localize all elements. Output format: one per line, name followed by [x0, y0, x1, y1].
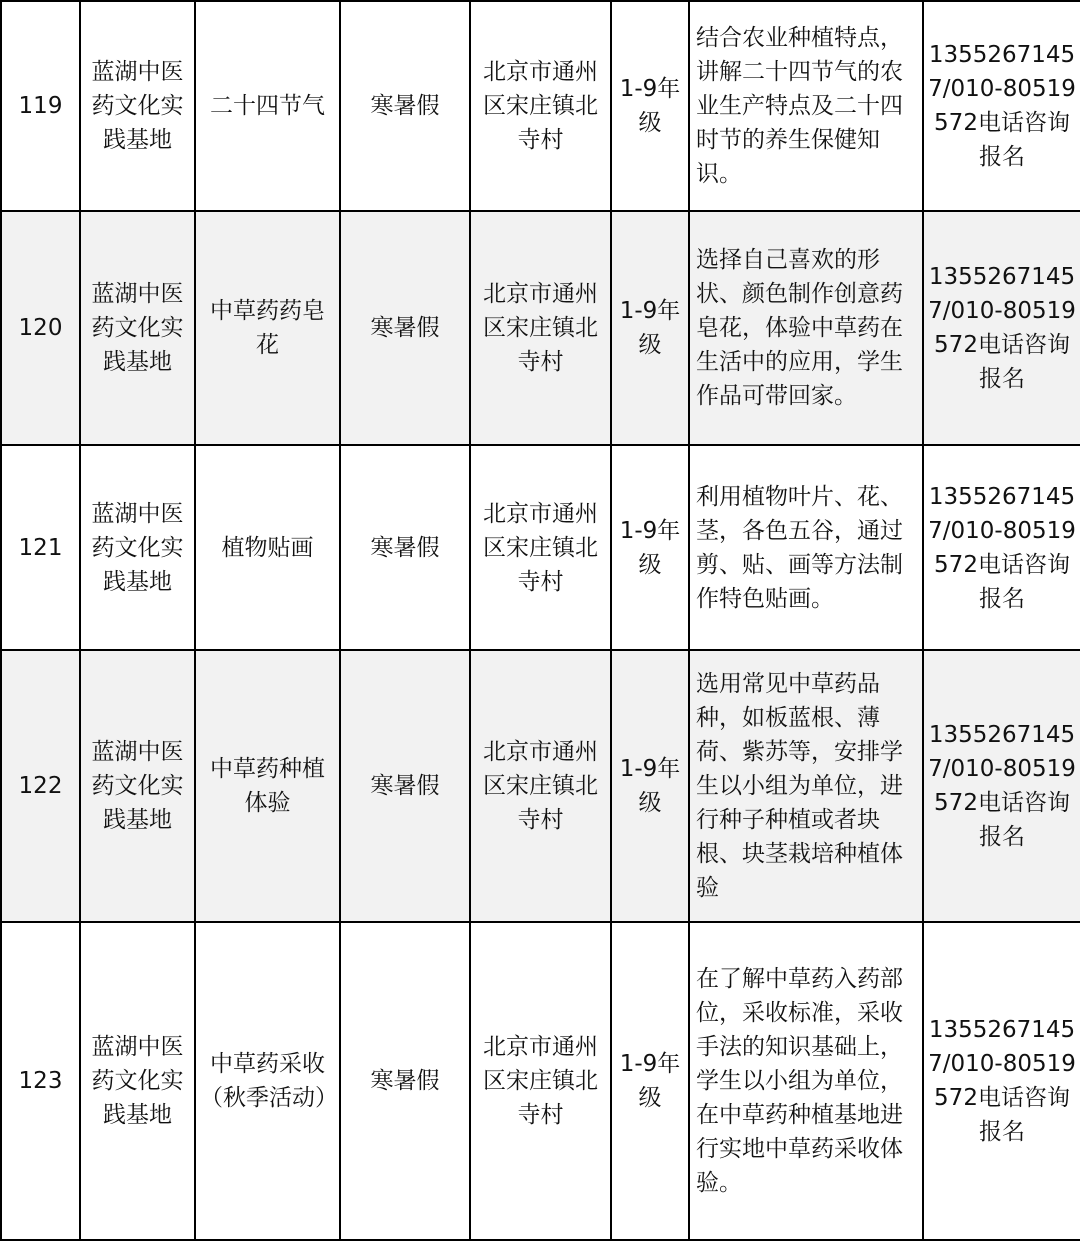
activity-name: 中草药药皂花	[195, 211, 340, 445]
base-name: 蓝湖中医药文化实践基地	[80, 1, 195, 211]
table-row	[1, 922, 1080, 1240]
activity-address: 北京市通州区宋庄镇北寺村	[470, 922, 611, 1240]
contact-info: 13552671457/010-80519572电话咨询报名	[923, 922, 1080, 1240]
target-grade: 1-9年级	[611, 211, 689, 445]
activity-description: 在了解中草药入药部位，采收标准，采收手法的知识基础上，学生以小组为单位，在中草药种植基地进行实地中草药采收体验。	[689, 922, 923, 1240]
activity-time: 寒暑假	[340, 445, 470, 650]
row-id: 123	[1, 922, 80, 1240]
activity-address: 北京市通州区宋庄镇北寺村	[470, 445, 611, 650]
target-grade: 1-9年级	[611, 650, 689, 922]
contact-info: 13552671457/010-80519572电话咨询报名	[923, 211, 1080, 445]
contact-info: 13552671457/010-80519572电话咨询报名	[923, 650, 1080, 922]
base-name: 蓝湖中医药文化实践基地	[80, 445, 195, 650]
activity-description: 结合农业种植特点，讲解二十四节气的农业生产特点及二十四时节的养生保健知识。	[689, 1, 923, 211]
base-name: 蓝湖中医药文化实践基地	[80, 211, 195, 445]
contact-info: 13552671457/010-80519572电话咨询报名	[923, 1, 1080, 211]
activity-description: 选择自己喜欢的形状、颜色制作创意药皂花，体验中草药在生活中的应用，学生作品可带回家。	[689, 211, 923, 445]
activity-name: 中草药采收（秋季活动）	[195, 922, 340, 1240]
activity-description: 选用常见中草药品种，如板蓝根、薄荷、紫苏等，安排学生以小组为单位，进行种子种植或者块根、块茎栽培种植体验	[689, 650, 923, 922]
activity-name: 植物贴画	[195, 445, 340, 650]
activity-time: 寒暑假	[340, 922, 470, 1240]
table-row	[1, 650, 1080, 922]
activity-description: 利用植物叶片、花、茎，各色五谷，通过剪、贴、画等方法制作特色贴画。	[689, 445, 923, 650]
activity-time: 寒暑假	[340, 650, 470, 922]
base-name: 蓝湖中医药文化实践基地	[80, 650, 195, 922]
target-grade: 1-9年级	[611, 1, 689, 211]
target-grade: 1-9年级	[611, 922, 689, 1240]
row-id: 122	[1, 650, 80, 922]
row-id: 119	[1, 1, 80, 211]
base-name: 蓝湖中医药文化实践基地	[80, 922, 195, 1240]
activity-name: 二十四节气	[195, 1, 340, 211]
table-row	[1, 445, 1080, 650]
table-row	[1, 211, 1080, 445]
target-grade: 1-9年级	[611, 445, 689, 650]
contact-info: 13552671457/010-80519572电话咨询报名	[923, 445, 1080, 650]
row-id: 121	[1, 445, 80, 650]
table-row	[1, 1, 1080, 211]
activity-address: 北京市通州区宋庄镇北寺村	[470, 211, 611, 445]
activity-time: 寒暑假	[340, 211, 470, 445]
activity-address: 北京市通州区宋庄镇北寺村	[470, 1, 611, 211]
activity-time: 寒暑假	[340, 1, 470, 211]
activity-address: 北京市通州区宋庄镇北寺村	[470, 650, 611, 922]
activity-name: 中草药种植体验	[195, 650, 340, 922]
row-id: 120	[1, 211, 80, 445]
